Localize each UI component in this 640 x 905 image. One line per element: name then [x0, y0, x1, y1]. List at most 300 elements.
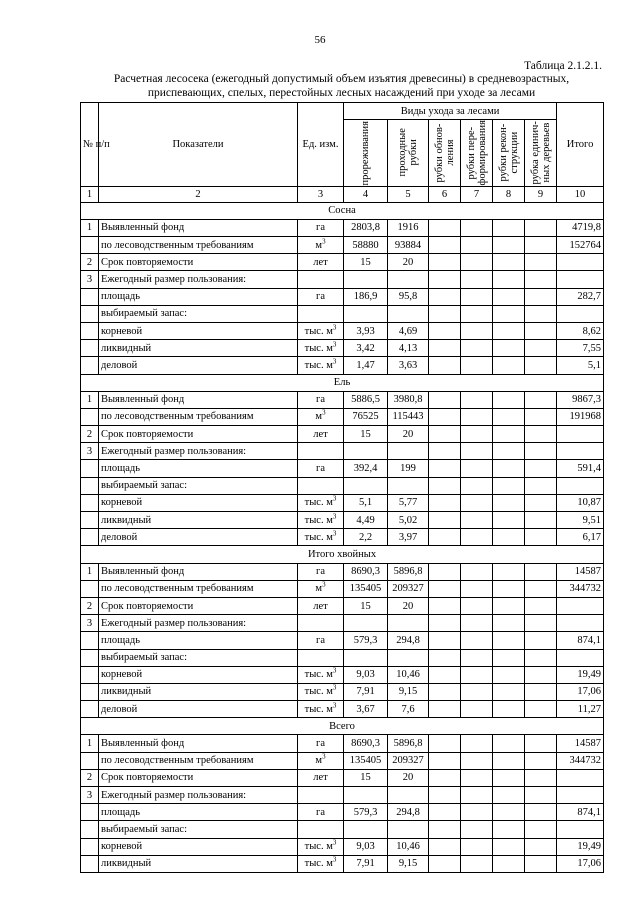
indicator-cell: ликвидный	[99, 512, 298, 529]
row-number	[81, 701, 99, 718]
value-cell	[525, 855, 557, 872]
table-label: Таблица 2.1.2.1.	[524, 60, 602, 72]
total-cell: 19,49	[557, 666, 604, 683]
row-number: 1	[81, 563, 99, 580]
unit-superscript: 3	[332, 529, 337, 538]
unit-cell	[298, 821, 344, 838]
table-row	[81, 494, 604, 511]
value-cell: 294,8	[388, 804, 429, 821]
value-cell: 20	[388, 254, 429, 271]
total-cell: 5,1	[557, 357, 604, 374]
value-cell	[461, 597, 493, 614]
value-cell	[429, 322, 461, 339]
value-cell	[429, 443, 461, 460]
value-cell	[461, 443, 493, 460]
value-cell	[493, 494, 525, 511]
value-cell	[493, 512, 525, 529]
unit-superscript: 3	[322, 752, 326, 761]
value-cell	[525, 322, 557, 339]
indicator-cell: Ежегодный размер пользования:	[99, 443, 298, 460]
value-cell	[525, 838, 557, 855]
unit-cell	[298, 752, 344, 769]
header-type-single-tree-cutting: рубка единич-ных деревьев	[525, 120, 557, 186]
value-cell	[344, 305, 388, 322]
value-cell	[493, 443, 525, 460]
unit-cell	[298, 632, 344, 649]
value-cell: 3980,8	[388, 391, 429, 408]
column-number: 9	[525, 186, 557, 202]
header-type-passage-cutting: проходные рубки	[388, 120, 429, 186]
unit-cell	[298, 426, 344, 443]
table-body	[81, 186, 604, 872]
unit-text: тыс. м	[304, 669, 333, 681]
value-cell	[429, 512, 461, 529]
value-cell	[461, 563, 493, 580]
unit-text: тыс. м	[304, 686, 333, 698]
value-cell	[493, 838, 525, 855]
value-cell	[429, 580, 461, 597]
table-row	[81, 563, 604, 580]
row-number: 3	[81, 443, 99, 460]
value-cell	[493, 305, 525, 322]
value-cell	[461, 752, 493, 769]
unit-cell	[298, 649, 344, 666]
page-number: 56	[314, 34, 326, 46]
table-row	[81, 340, 604, 357]
value-cell	[344, 477, 388, 494]
column-number: 5	[388, 186, 429, 202]
total-cell: 7,55	[557, 340, 604, 357]
unit-cell	[298, 597, 344, 614]
section-title: Ель	[81, 374, 604, 391]
unit-text: лет	[313, 600, 328, 612]
value-cell: 3,67	[344, 701, 388, 718]
table-row	[81, 580, 604, 597]
indicator-cell: площадь	[99, 460, 298, 477]
value-cell: 15	[344, 769, 388, 786]
value-cell	[525, 632, 557, 649]
value-cell: 15	[344, 254, 388, 271]
value-cell	[525, 237, 557, 254]
value-cell	[493, 855, 525, 872]
unit-superscript: 3	[332, 494, 337, 503]
value-cell	[429, 391, 461, 408]
value-cell: 7,91	[344, 855, 388, 872]
total-cell: 11,27	[557, 701, 604, 718]
total-cell: 10,87	[557, 494, 604, 511]
table-row	[81, 615, 604, 632]
unit-text: тыс. м	[304, 497, 333, 509]
column-number: 4	[344, 186, 388, 202]
unit-cell	[298, 271, 344, 288]
value-cell	[525, 666, 557, 683]
unit-text: м	[315, 411, 323, 423]
table-row	[81, 821, 604, 838]
value-cell	[525, 787, 557, 804]
value-cell	[344, 649, 388, 666]
value-cell	[429, 787, 461, 804]
value-cell	[461, 237, 493, 254]
value-cell	[525, 443, 557, 460]
indicator-cell: Ежегодный размер пользования:	[99, 271, 298, 288]
header-indicator: Показатели	[99, 103, 298, 187]
unit-cell	[298, 683, 344, 700]
unit-cell	[298, 563, 344, 580]
value-cell: 15	[344, 597, 388, 614]
value-cell: 209327	[388, 580, 429, 597]
unit-cell	[298, 357, 344, 374]
value-cell	[429, 237, 461, 254]
value-cell	[525, 219, 557, 236]
table-row	[81, 787, 604, 804]
value-cell	[429, 769, 461, 786]
value-cell	[429, 632, 461, 649]
value-cell	[493, 529, 525, 546]
unit-cell	[298, 529, 344, 546]
total-cell: 344732	[557, 580, 604, 597]
unit-cell	[298, 787, 344, 804]
value-cell	[493, 615, 525, 632]
value-cell: 1916	[388, 219, 429, 236]
value-cell	[493, 649, 525, 666]
table-row	[81, 512, 604, 529]
row-number	[81, 529, 99, 546]
value-cell	[429, 477, 461, 494]
unit-cell	[298, 804, 344, 821]
value-cell: 10,46	[388, 666, 429, 683]
value-cell	[429, 615, 461, 632]
value-cell	[461, 615, 493, 632]
table-row	[81, 322, 604, 339]
value-cell	[461, 322, 493, 339]
value-cell	[493, 477, 525, 494]
table-row	[81, 752, 604, 769]
value-cell: 135405	[344, 580, 388, 597]
value-cell	[461, 632, 493, 649]
row-number	[81, 305, 99, 322]
value-cell: 20	[388, 426, 429, 443]
row-number	[81, 838, 99, 855]
value-cell	[493, 752, 525, 769]
value-cell: 9,15	[388, 683, 429, 700]
value-cell	[388, 787, 429, 804]
value-cell: 4,13	[388, 340, 429, 357]
value-cell: 9,03	[344, 666, 388, 683]
value-cell	[461, 219, 493, 236]
value-cell	[525, 563, 557, 580]
indicator-cell: корневой	[99, 494, 298, 511]
indicator-cell: Ежегодный размер пользования:	[99, 787, 298, 804]
value-cell	[429, 288, 461, 305]
value-cell	[461, 580, 493, 597]
unit-text: га	[316, 394, 325, 406]
section-header-row	[81, 374, 604, 391]
value-cell	[493, 683, 525, 700]
table-caption	[79, 72, 604, 100]
table-row	[81, 855, 604, 872]
table-row	[81, 460, 604, 477]
column-number: 2	[99, 186, 298, 202]
unit-cell	[298, 408, 344, 425]
value-cell: 15	[344, 426, 388, 443]
total-cell: 9,51	[557, 512, 604, 529]
unit-cell	[298, 477, 344, 494]
indicator-cell: Выявленный фонд	[99, 735, 298, 752]
value-cell	[429, 357, 461, 374]
value-cell	[344, 443, 388, 460]
value-cell	[493, 460, 525, 477]
unit-superscript: 3	[332, 357, 337, 366]
unit-text: тыс. м	[304, 858, 333, 870]
value-cell	[429, 666, 461, 683]
value-cell	[493, 666, 525, 683]
row-number: 2	[81, 426, 99, 443]
value-cell	[525, 271, 557, 288]
unit-text: тыс. м	[304, 514, 333, 526]
total-cell: 591,4	[557, 460, 604, 477]
row-number	[81, 477, 99, 494]
value-cell	[493, 769, 525, 786]
unit-cell	[298, 305, 344, 322]
header-unit: Ед. изм.	[298, 103, 344, 187]
value-cell: 93884	[388, 237, 429, 254]
value-cell: 5,1	[344, 494, 388, 511]
value-cell	[461, 460, 493, 477]
value-cell	[461, 855, 493, 872]
value-cell	[429, 752, 461, 769]
value-cell: 9,15	[388, 855, 429, 872]
unit-superscript: 3	[332, 683, 337, 692]
value-cell	[493, 563, 525, 580]
value-cell: 5896,8	[388, 563, 429, 580]
value-cell	[429, 460, 461, 477]
value-cell	[493, 357, 525, 374]
value-cell	[525, 821, 557, 838]
value-cell: 8690,3	[344, 735, 388, 752]
total-cell	[557, 769, 604, 786]
row-number	[81, 460, 99, 477]
total-cell	[557, 305, 604, 322]
unit-cell	[298, 735, 344, 752]
table-row	[81, 477, 604, 494]
section-header-row	[81, 546, 604, 563]
value-cell	[493, 426, 525, 443]
value-cell: 20	[388, 597, 429, 614]
unit-text: м	[315, 583, 323, 595]
value-cell: 76525	[344, 408, 388, 425]
value-cell	[525, 477, 557, 494]
unit-text: тыс. м	[304, 359, 333, 371]
indicator-cell: Выявленный фонд	[99, 391, 298, 408]
value-cell	[388, 615, 429, 632]
unit-cell	[298, 443, 344, 460]
value-cell	[493, 322, 525, 339]
row-number	[81, 512, 99, 529]
value-cell: 95,8	[388, 288, 429, 305]
total-cell: 6,17	[557, 529, 604, 546]
total-cell	[557, 597, 604, 614]
total-cell	[557, 477, 604, 494]
indicator-cell: ликвидный	[99, 683, 298, 700]
table-row	[81, 683, 604, 700]
indicator-cell: Срок повторяемости	[99, 254, 298, 271]
value-cell	[525, 340, 557, 357]
value-cell: 4,69	[388, 322, 429, 339]
header-no: № п/п	[81, 103, 99, 187]
value-cell	[493, 821, 525, 838]
value-cell	[525, 512, 557, 529]
unit-cell	[298, 580, 344, 597]
value-cell	[461, 666, 493, 683]
value-cell	[429, 426, 461, 443]
unit-cell	[298, 322, 344, 339]
value-cell: 135405	[344, 752, 388, 769]
indicator-cell: ликвидный	[99, 855, 298, 872]
table-row	[81, 357, 604, 374]
value-cell	[525, 735, 557, 752]
section-title: Сосна	[81, 202, 604, 219]
unit-text: га	[316, 566, 325, 578]
row-number	[81, 288, 99, 305]
table-row	[81, 288, 604, 305]
table-row	[81, 443, 604, 460]
value-cell	[461, 477, 493, 494]
indicator-cell: деловой	[99, 357, 298, 374]
value-cell	[429, 804, 461, 821]
value-cell	[493, 408, 525, 425]
value-cell: 8690,3	[344, 563, 388, 580]
header-type-reconstruction-cutting: рубки рекон-струкции	[493, 120, 525, 186]
row-number	[81, 666, 99, 683]
value-cell: 20	[388, 769, 429, 786]
value-cell: 115443	[388, 408, 429, 425]
value-cell	[429, 340, 461, 357]
unit-text: га	[316, 463, 325, 475]
unit-cell	[298, 769, 344, 786]
value-cell	[429, 494, 461, 511]
value-cell: 3,97	[388, 529, 429, 546]
indicator-cell: корневой	[99, 322, 298, 339]
value-cell	[429, 649, 461, 666]
value-cell: 10,46	[388, 838, 429, 855]
row-number	[81, 683, 99, 700]
indicator-cell: площадь	[99, 288, 298, 305]
value-cell: 186,9	[344, 288, 388, 305]
value-cell	[525, 357, 557, 374]
unit-superscript: 3	[332, 512, 337, 521]
column-numbers-row	[81, 186, 604, 202]
row-number: 1	[81, 391, 99, 408]
value-cell	[461, 735, 493, 752]
row-number: 2	[81, 769, 99, 786]
total-cell: 17,06	[557, 683, 604, 700]
unit-text: м	[315, 755, 323, 767]
total-cell: 874,1	[557, 804, 604, 821]
total-cell: 19,49	[557, 838, 604, 855]
row-number	[81, 322, 99, 339]
value-cell	[429, 735, 461, 752]
value-cell	[493, 597, 525, 614]
value-cell	[429, 271, 461, 288]
value-cell	[525, 683, 557, 700]
allowable-cut-table	[80, 102, 604, 873]
unit-superscript: 3	[332, 855, 337, 864]
value-cell	[461, 649, 493, 666]
table-row	[81, 254, 604, 271]
value-cell	[429, 563, 461, 580]
value-cell	[461, 787, 493, 804]
unit-cell	[298, 701, 344, 718]
value-cell	[388, 821, 429, 838]
column-number: 3	[298, 186, 344, 202]
total-cell	[557, 787, 604, 804]
unit-cell	[298, 666, 344, 683]
header-type-renewal-cutting: рубки обнов-ления	[429, 120, 461, 186]
total-cell: 344732	[557, 752, 604, 769]
value-cell	[525, 752, 557, 769]
unit-cell	[298, 615, 344, 632]
row-number	[81, 494, 99, 511]
total-cell	[557, 821, 604, 838]
total-cell: 14587	[557, 563, 604, 580]
row-number	[81, 632, 99, 649]
row-number	[81, 357, 99, 374]
table-row	[81, 271, 604, 288]
unit-superscript: 3	[322, 580, 326, 589]
total-cell: 17,06	[557, 855, 604, 872]
unit-cell	[298, 838, 344, 855]
value-cell	[493, 580, 525, 597]
value-cell: 5886,5	[344, 391, 388, 408]
unit-cell	[298, 237, 344, 254]
unit-text: тыс. м	[304, 841, 333, 853]
value-cell	[493, 787, 525, 804]
caption-line-2: приспевающих, спелых, перестойных лесных насаждений при уходе за лесами	[147, 87, 536, 99]
value-cell	[493, 340, 525, 357]
value-cell	[493, 219, 525, 236]
total-cell: 14587	[557, 735, 604, 752]
indicator-cell: корневой	[99, 838, 298, 855]
value-cell	[525, 494, 557, 511]
value-cell: 579,3	[344, 632, 388, 649]
value-cell	[493, 271, 525, 288]
unit-cell	[298, 219, 344, 236]
value-cell: 392,4	[344, 460, 388, 477]
section-title: Итого хвойных	[81, 546, 604, 563]
table-row	[81, 391, 604, 408]
unit-text: тыс. м	[304, 325, 333, 337]
table-row	[81, 804, 604, 821]
value-cell	[388, 443, 429, 460]
row-number: 1	[81, 735, 99, 752]
unit-text: тыс. м	[304, 531, 333, 543]
table-row	[81, 649, 604, 666]
unit-superscript: 3	[332, 666, 337, 675]
unit-superscript: 3	[322, 408, 326, 417]
value-cell	[493, 701, 525, 718]
value-cell	[493, 288, 525, 305]
unit-superscript: 3	[322, 237, 326, 246]
value-cell	[429, 219, 461, 236]
total-cell: 282,7	[557, 288, 604, 305]
value-cell	[493, 735, 525, 752]
unit-superscript: 3	[332, 838, 337, 847]
column-number: 8	[493, 186, 525, 202]
row-number: 3	[81, 271, 99, 288]
total-cell	[557, 443, 604, 460]
table-row	[81, 219, 604, 236]
table-row	[81, 735, 604, 752]
